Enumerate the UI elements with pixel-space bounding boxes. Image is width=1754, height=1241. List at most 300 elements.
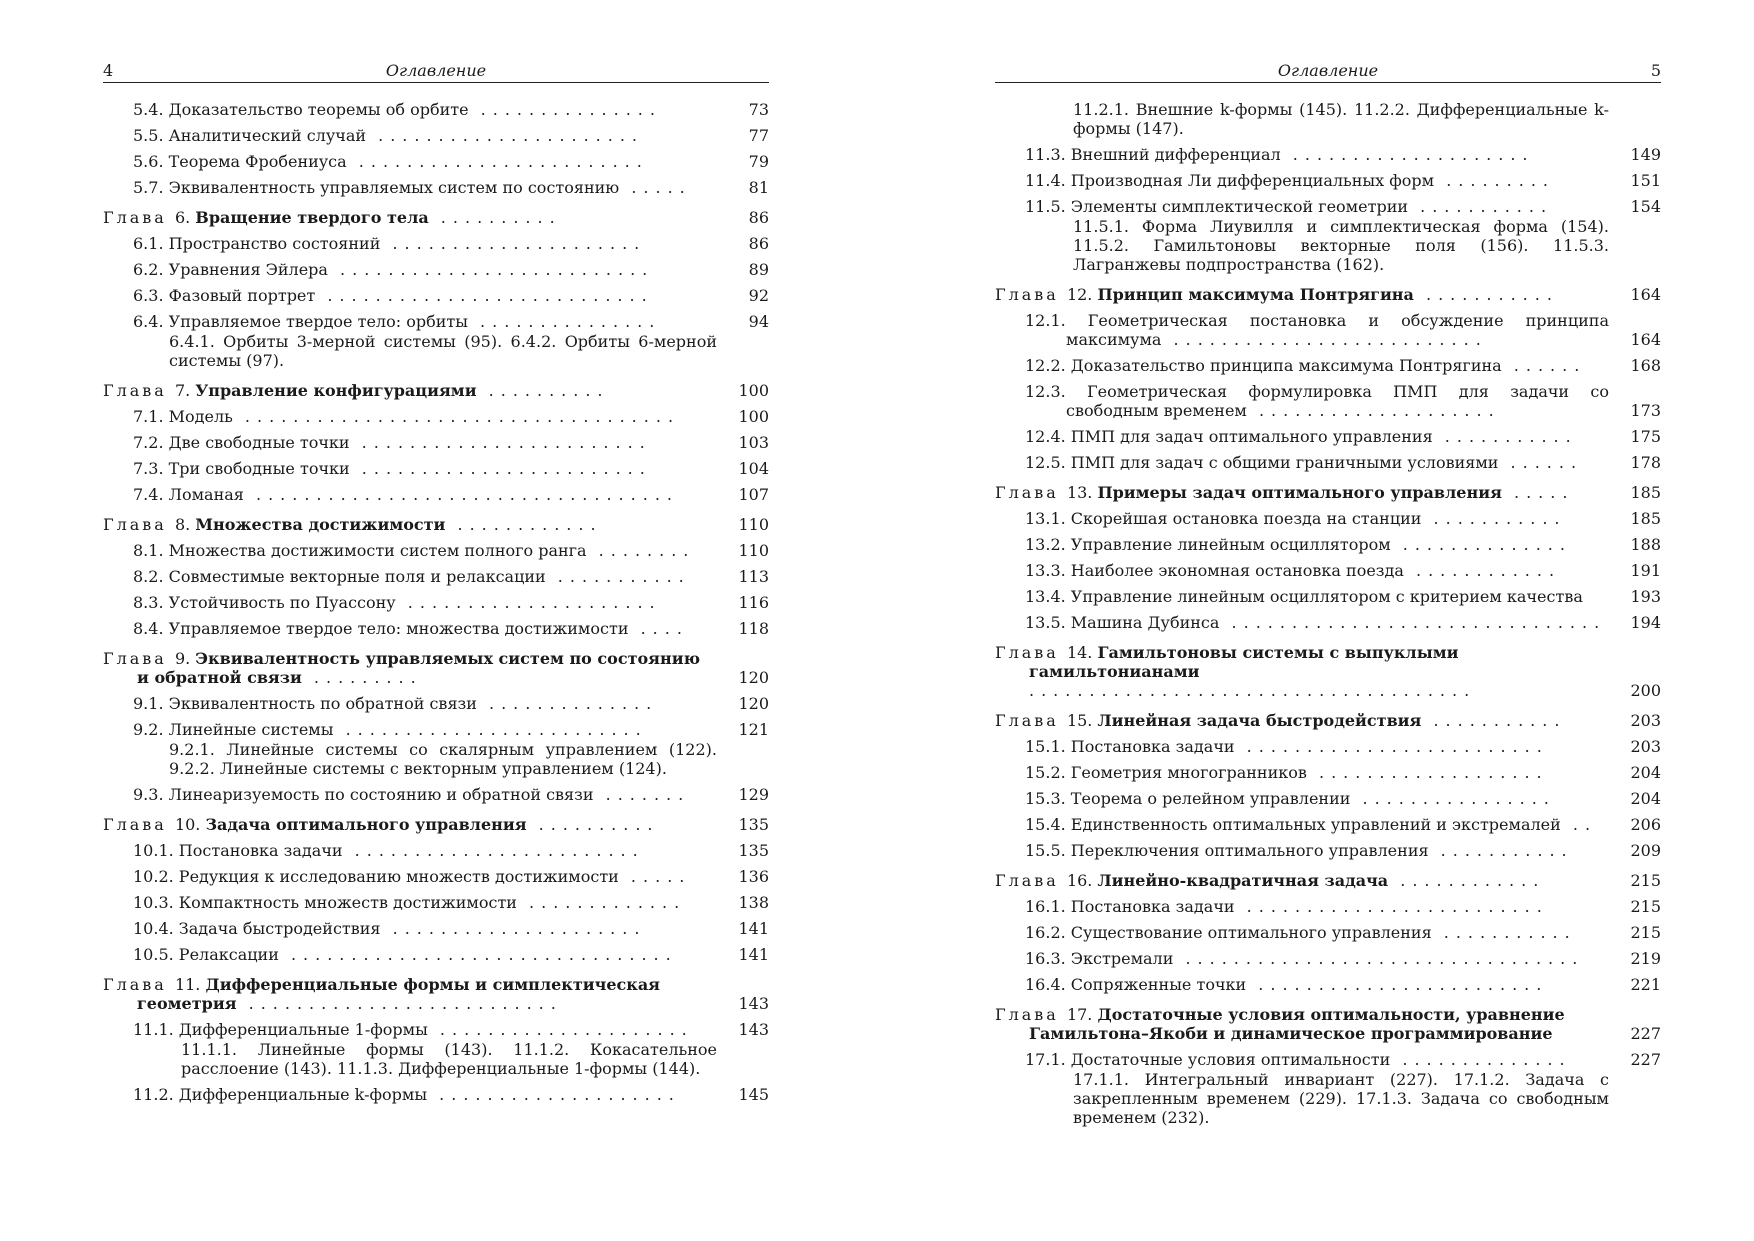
chapter-page: 227 [1630, 1024, 1661, 1043]
section-text [133, 260, 654, 279]
section-page: 135 [738, 841, 769, 860]
section-title: Эквивалентность по обратной связи [168, 694, 477, 713]
section-title: Постановка задачи [178, 841, 343, 860]
toc-section-entry [995, 1050, 1661, 1069]
section-page: 103 [738, 433, 769, 452]
section-page: 145 [738, 1085, 769, 1104]
section-text [1025, 171, 1555, 190]
toc-chapter-block [995, 711, 1661, 860]
toc-chapter-entry [103, 208, 769, 227]
chapter-title: Достаточные условия оптимальности, уравнение Гамильтона–Якоби и динамическое программирование [1029, 1005, 1565, 1043]
chapter-text [103, 381, 610, 400]
toc-chapter-block [103, 515, 769, 638]
section-page: 185 [1630, 509, 1661, 528]
section-number: 7.2. [133, 433, 169, 452]
leader-dots: ............ [1388, 871, 1546, 890]
leader-dots: .......... [526, 815, 660, 834]
section-text [133, 893, 686, 912]
section-page: 113 [738, 567, 769, 586]
section-number: 5.4. [133, 100, 169, 119]
section-page: 164 [1630, 330, 1661, 349]
section-title: Машина Дубинса [1070, 613, 1220, 632]
toc-subsection-list: 9.2.1. Линейные системы со скалярным управлением (122). 9.2.2. Линейные системы с векторным управлением (124). [169, 740, 717, 778]
leader-dots: ........... [1421, 711, 1567, 730]
section-title: Аналитический случай [168, 126, 367, 145]
section-title: Теорема Фробениуса [168, 152, 347, 171]
section-title: Геометрия многогранников [1070, 763, 1307, 782]
section-text [133, 286, 654, 305]
chapter-number: 7. [174, 381, 196, 400]
leader-dots: ..................... [427, 1020, 694, 1039]
leader-dots: ......... [301, 668, 423, 687]
section-number: 17.1. [1025, 1050, 1071, 1069]
leader-dots: ..................................... [1029, 681, 1477, 700]
leader-dots: ........................ [349, 433, 652, 452]
section-text [133, 459, 652, 478]
section-text [133, 178, 692, 197]
chapter-text [995, 483, 1574, 502]
section-number: 12.4. [1025, 427, 1071, 446]
section-number: 16.2. [1025, 923, 1071, 942]
section-title: Внешний дифференциал [1070, 145, 1281, 164]
chapter-title: Линейная задача быстродействия [1097, 711, 1422, 730]
leader-dots: ........... [545, 567, 691, 586]
section-page: 100 [738, 407, 769, 426]
toc-section-entry [995, 311, 1661, 349]
section-title: Три свободные точки [168, 459, 350, 478]
section-number: 16.1. [1025, 897, 1071, 916]
toc-section-entry [103, 286, 769, 305]
section-page: 136 [738, 867, 769, 886]
leader-dots: ............ [1403, 561, 1562, 580]
section-number: 6.2. [133, 260, 169, 279]
section-page: 215 [1630, 897, 1661, 916]
section-title: Геометрическая постановка и обсуждение принципа максимума [1066, 311, 1610, 349]
leader-dots: .............. [1390, 1050, 1572, 1069]
section-page: 204 [1630, 763, 1661, 782]
section-page: 141 [738, 945, 769, 964]
leader-dots: ............. [516, 893, 687, 912]
leader-dots: ...... [1501, 356, 1587, 375]
section-title: Задача быстродействия [178, 919, 381, 938]
section-number: 11.2. [133, 1085, 179, 1104]
toc-section-entry [995, 789, 1661, 808]
section-number: 13.2. [1025, 535, 1071, 554]
section-page: 121 [738, 720, 769, 739]
leader-dots: ........... [1408, 197, 1554, 216]
section-page: 191 [1630, 561, 1661, 580]
section-number: 10.3. [133, 893, 179, 912]
section-text [133, 593, 662, 612]
toc-section-entry [995, 949, 1661, 968]
chapter-label: Глава [995, 1005, 1067, 1024]
section-page: 92 [748, 286, 769, 305]
section-page: 173 [1630, 401, 1661, 420]
section-title: Линейные системы [168, 720, 334, 739]
leader-dots: ............... [467, 312, 662, 331]
section-title: Устойчивость по Пуассону [168, 593, 396, 612]
section-text [133, 841, 645, 860]
section-text [1025, 311, 1609, 349]
chapter-page: 110 [738, 515, 769, 534]
chapter-text [103, 975, 660, 1013]
section-text [1025, 763, 1549, 782]
section-number: 13.5. [1025, 613, 1071, 632]
section-text [1025, 613, 1606, 632]
toc-section-entry [103, 485, 769, 504]
toc-chapter-entry [995, 1005, 1661, 1043]
toc-chapter-entry [103, 649, 769, 687]
toc-section-entry [995, 737, 1661, 756]
section-number: 13.3. [1025, 561, 1071, 580]
toc-section-entry [103, 785, 769, 804]
toc-section-entry [103, 541, 769, 560]
section-page: 107 [738, 485, 769, 504]
chapter-page: 100 [738, 381, 769, 400]
toc-section-entry [995, 453, 1661, 472]
section-text [133, 407, 680, 426]
chapter-title: Эквивалентность управляемых систем по состоянию и обратной связи [137, 649, 700, 687]
toc-section-entry [103, 126, 769, 145]
chapter-number: 15. [1066, 711, 1098, 730]
section-page: 116 [738, 593, 769, 612]
right-running-header [995, 60, 1661, 83]
chapter-label: Глава [103, 381, 175, 400]
section-title: Существование оптимального управления [1070, 923, 1432, 942]
leader-dots: ......................... [333, 720, 648, 739]
toc-section-entry [995, 356, 1661, 375]
chapter-number: 12. [1066, 285, 1098, 304]
leader-dots: ........................... [315, 286, 654, 305]
section-number: 11.1. [133, 1020, 179, 1039]
toc-chapter-entry [103, 815, 769, 834]
chapter-number: 17. [1066, 1005, 1098, 1024]
toc-section-entry [103, 841, 769, 860]
toc-section-entry [995, 815, 1661, 834]
section-title: Единственность оптимальных управлений и экстремалей [1070, 815, 1561, 834]
chapter-title: Задача оптимального управления [205, 815, 527, 834]
chapter-label: Глава [995, 483, 1067, 502]
toc-chapter-block [103, 975, 769, 1104]
leader-dots: .... [628, 619, 689, 638]
leader-dots: .......................... [327, 260, 655, 279]
section-title: Фазовый портрет [168, 286, 316, 305]
toc-section-entry [995, 171, 1661, 190]
section-number: 5.7. [133, 178, 169, 197]
chapter-text [995, 643, 1476, 700]
section-title: Экстремали [1070, 949, 1174, 968]
section-title: Управляемое твердое тело: множества достижимости [168, 619, 629, 638]
section-page: 227 [1630, 1050, 1661, 1069]
chapter-title: Гамильтоновы системы с выпуклыми гамильтонианами [1029, 643, 1459, 681]
leader-dots: ................................... [243, 485, 679, 504]
leader-dots: ..................... [380, 234, 647, 253]
section-text [1025, 949, 1584, 968]
section-text [1025, 1050, 1572, 1069]
section-title: Управление линейным осциллятором [1070, 535, 1391, 554]
section-page: 204 [1630, 789, 1661, 808]
section-title: Релаксации [178, 945, 279, 964]
chapter-title: Множества достижимости [195, 515, 446, 534]
section-number: 13.1. [1025, 509, 1071, 528]
leader-dots: .............. [1390, 535, 1572, 554]
section-title: Скорейшая остановка поезда на станции [1070, 509, 1422, 528]
chapter-number: 10. [174, 815, 206, 834]
toc-section-entry [995, 975, 1661, 994]
section-page: 129 [738, 785, 769, 804]
section-text [1025, 509, 1566, 528]
section-title: Переключения оптимального управления [1070, 841, 1429, 860]
leader-dots: ........... [1431, 923, 1577, 942]
section-number: 11.3. [1025, 145, 1071, 164]
section-page: 193 [1630, 587, 1661, 606]
leader-dots: ............... [468, 100, 662, 119]
section-text [133, 1020, 694, 1039]
section-number: 12.1. [1025, 311, 1088, 330]
section-text [1025, 427, 1578, 446]
toc-section-entry [103, 260, 769, 279]
section-title: Компактность множеств достижимости [178, 893, 517, 912]
leader-dots: ........................ [1246, 975, 1549, 994]
toc-chapter-block [103, 381, 769, 504]
leader-dots: ..... [619, 178, 692, 197]
section-page: 77 [748, 126, 769, 145]
chapter-page: 185 [1630, 483, 1661, 502]
toc-section-entry [995, 561, 1661, 580]
section-text [133, 785, 690, 804]
section-title: Ломаная [168, 485, 244, 504]
chapter-page: 203 [1630, 711, 1661, 730]
section-text [133, 433, 652, 452]
chapter-text [103, 208, 562, 227]
section-page: 209 [1630, 841, 1661, 860]
chapter-text [995, 285, 1559, 304]
chapter-page: 215 [1630, 871, 1661, 890]
section-text [1025, 197, 1553, 216]
section-text [133, 567, 691, 586]
section-page: 178 [1630, 453, 1661, 472]
section-title: Теорема о релейном управлении [1070, 789, 1351, 808]
toc-section-entry [103, 312, 769, 331]
chapter-label: Глава [103, 515, 175, 534]
toc-section-entry [995, 763, 1661, 782]
section-number: 15.3. [1025, 789, 1071, 808]
toc-section-entry [103, 178, 769, 197]
section-text [1025, 587, 1583, 606]
leader-dots: ........................ [342, 841, 645, 860]
toc-chapter-block [995, 483, 1661, 632]
chapter-title: Линейно-квадратичная задача [1097, 871, 1389, 890]
section-number: 8.1. [133, 541, 169, 560]
toc-lead-block [995, 100, 1661, 274]
toc-section-entry [103, 234, 769, 253]
chapter-number: 14. [1066, 643, 1098, 662]
section-title: Редукция к исследованию множеств достижимости [178, 867, 619, 886]
section-title: Достаточные условия оптимальности [1070, 1050, 1391, 1069]
left-toc [103, 100, 769, 1104]
toc-chapter-entry [103, 975, 769, 1013]
toc-chapter-entry [995, 285, 1661, 304]
leader-dots: ..................... [395, 593, 662, 612]
section-number: 7.3. [133, 459, 169, 478]
toc-section-entry [995, 382, 1661, 420]
toc-chapter-block [103, 208, 769, 370]
toc-subsection-list: 17.1.1. Интегральный инвариант (227). 17.1.2. Задача с закрепленным временем (229). 17.1.3. Задача со свободным временем (232). [1073, 1070, 1609, 1127]
toc-section-entry [103, 919, 769, 938]
section-page: 79 [748, 152, 769, 171]
chapter-label: Глава [103, 815, 175, 834]
section-number: 15.5. [1025, 841, 1071, 860]
toc-section-entry [995, 535, 1661, 554]
leader-dots: ........... [1428, 841, 1574, 860]
leader-dots: ............ [445, 515, 603, 534]
toc-chapter-entry [103, 381, 769, 400]
section-text [1025, 815, 1597, 834]
section-text [1025, 923, 1577, 942]
section-title: Постановка задачи [1070, 737, 1235, 756]
toc-section-entry [103, 459, 769, 478]
leader-dots: ......... [1434, 171, 1555, 190]
chapter-label: Глава [103, 975, 175, 994]
section-page: 194 [1630, 613, 1661, 632]
toc-chapter-entry [995, 711, 1661, 730]
right-header-title: Оглавление [1277, 61, 1379, 80]
section-number: 15.4. [1025, 815, 1071, 834]
chapter-number: 16. [1066, 871, 1098, 890]
section-title: Совместимые векторные поля и релаксации [168, 567, 546, 586]
section-title: Доказательство теоремы об орбите [168, 100, 469, 119]
section-text [133, 867, 691, 886]
section-number: 5.5. [133, 126, 169, 145]
leader-dots: ...................... [366, 126, 645, 145]
chapter-page: 200 [1630, 681, 1661, 700]
section-text [1025, 535, 1572, 554]
toc-subsection-list: 6.4.1. Орбиты 3-мерной системы (95). 6.4.2. Орбиты 6-мерной системы (97). [169, 332, 717, 370]
section-title: Сопряженные точки [1070, 975, 1247, 994]
section-page: 118 [738, 619, 769, 638]
leader-dots: .. [1560, 815, 1598, 834]
toc-chapter-block [995, 285, 1661, 472]
section-number: 11.5. [1025, 197, 1071, 216]
chapter-title: Принцип максимума Понтрягина [1097, 285, 1414, 304]
toc-lead-subsections: 11.2.1. Внешние k-формы (145). 11.2.2. Дифференциальные k-формы (147). [1073, 100, 1609, 138]
toc-chapter-entry [995, 643, 1661, 700]
toc-section-entry [103, 694, 769, 713]
chapter-number: 6. [174, 208, 196, 227]
toc-chapter-block [995, 871, 1661, 994]
leader-dots: ...... [1498, 453, 1584, 472]
toc-section-entry [103, 945, 769, 964]
section-number: 15.2. [1025, 763, 1071, 782]
section-page: 110 [738, 541, 769, 560]
leader-dots: ....... [593, 785, 691, 804]
section-title: Управление линейным осциллятором с критерием качества [1070, 587, 1583, 606]
leader-dots: ........... [1413, 285, 1559, 304]
leader-dots: ............................... [1219, 613, 1607, 632]
section-page: 221 [1630, 975, 1661, 994]
left-running-header [103, 60, 769, 83]
section-page: 151 [1630, 171, 1661, 190]
toc-section-entry [103, 867, 769, 886]
toc-section-entry [995, 613, 1661, 632]
section-page: 120 [738, 694, 769, 713]
section-number: 11.4. [1025, 171, 1071, 190]
section-page: 94 [748, 312, 769, 331]
chapter-title: Вращение твердого тела [195, 208, 429, 227]
section-number: 6.1. [133, 234, 169, 253]
section-number: 8.4. [133, 619, 169, 638]
toc-section-entry [995, 197, 1661, 216]
section-number: 16.4. [1025, 975, 1071, 994]
chapter-text [995, 1005, 1565, 1043]
section-text [1025, 789, 1556, 808]
toc-subsection-list: 11.1.1. Линейные формы (143). 11.1.2. Кокасательное расслоение (143). 11.1.3. Дифференциальные 1-формы (144). [181, 1040, 717, 1078]
toc-section-entry [103, 593, 769, 612]
leader-dots: ................................. [1173, 949, 1585, 968]
section-text [133, 694, 658, 713]
leader-dots: ........................ [349, 459, 652, 478]
section-text [133, 100, 662, 119]
leader-dots: ........... [1432, 427, 1578, 446]
toc-section-entry [103, 720, 769, 739]
section-text [133, 152, 649, 171]
leader-dots: ........ [586, 541, 696, 560]
chapter-label: Глава [103, 208, 175, 227]
section-title: Линеаризуемость по состоянию и обратной связи [168, 785, 594, 804]
toc-chapter-block [995, 643, 1661, 700]
toc-section-entry [103, 567, 769, 586]
section-number: 12.5. [1025, 453, 1071, 472]
leader-dots: ......................... [1234, 897, 1549, 916]
section-number: 12.3. [1025, 382, 1088, 401]
section-number: 7.1. [133, 407, 169, 426]
chapter-page: 143 [738, 994, 769, 1013]
section-page: 175 [1630, 427, 1661, 446]
chapter-number: 9. [174, 649, 196, 668]
chapter-label: Глава [995, 643, 1067, 662]
section-page: 206 [1630, 815, 1661, 834]
section-text [133, 234, 646, 253]
right-toc [995, 100, 1661, 1127]
section-page: 143 [738, 1020, 769, 1039]
toc-section-entry [103, 1085, 769, 1104]
section-title: Множества достижимости систем полного ранга [168, 541, 587, 560]
section-text [1025, 453, 1583, 472]
section-text [133, 919, 646, 938]
chapter-text [995, 711, 1566, 730]
chapter-label: Глава [995, 711, 1067, 730]
toc-section-entry [103, 1020, 769, 1039]
section-title: Дифференциальные k-формы [178, 1085, 428, 1104]
section-number: 9.1. [133, 694, 169, 713]
toc-section-entry [995, 427, 1661, 446]
leader-dots: ................................ [278, 945, 678, 964]
right-page [995, 60, 1661, 1127]
leader-dots: ........................ [346, 152, 649, 171]
chapter-label: Глава [995, 285, 1067, 304]
section-text [133, 312, 661, 331]
section-page: 89 [748, 260, 769, 279]
section-title: Эквивалентность управляемых систем по состоянию [168, 178, 620, 197]
chapter-page: 135 [738, 815, 769, 834]
section-page: 73 [748, 100, 769, 119]
section-title: Наиболее экономная остановка поезда [1070, 561, 1404, 580]
toc-section-entry [995, 923, 1661, 942]
section-number: 9.2. [133, 720, 169, 739]
toc-section-entry [995, 509, 1661, 528]
toc-chapter-block [103, 815, 769, 964]
toc-section-entry [995, 145, 1661, 164]
